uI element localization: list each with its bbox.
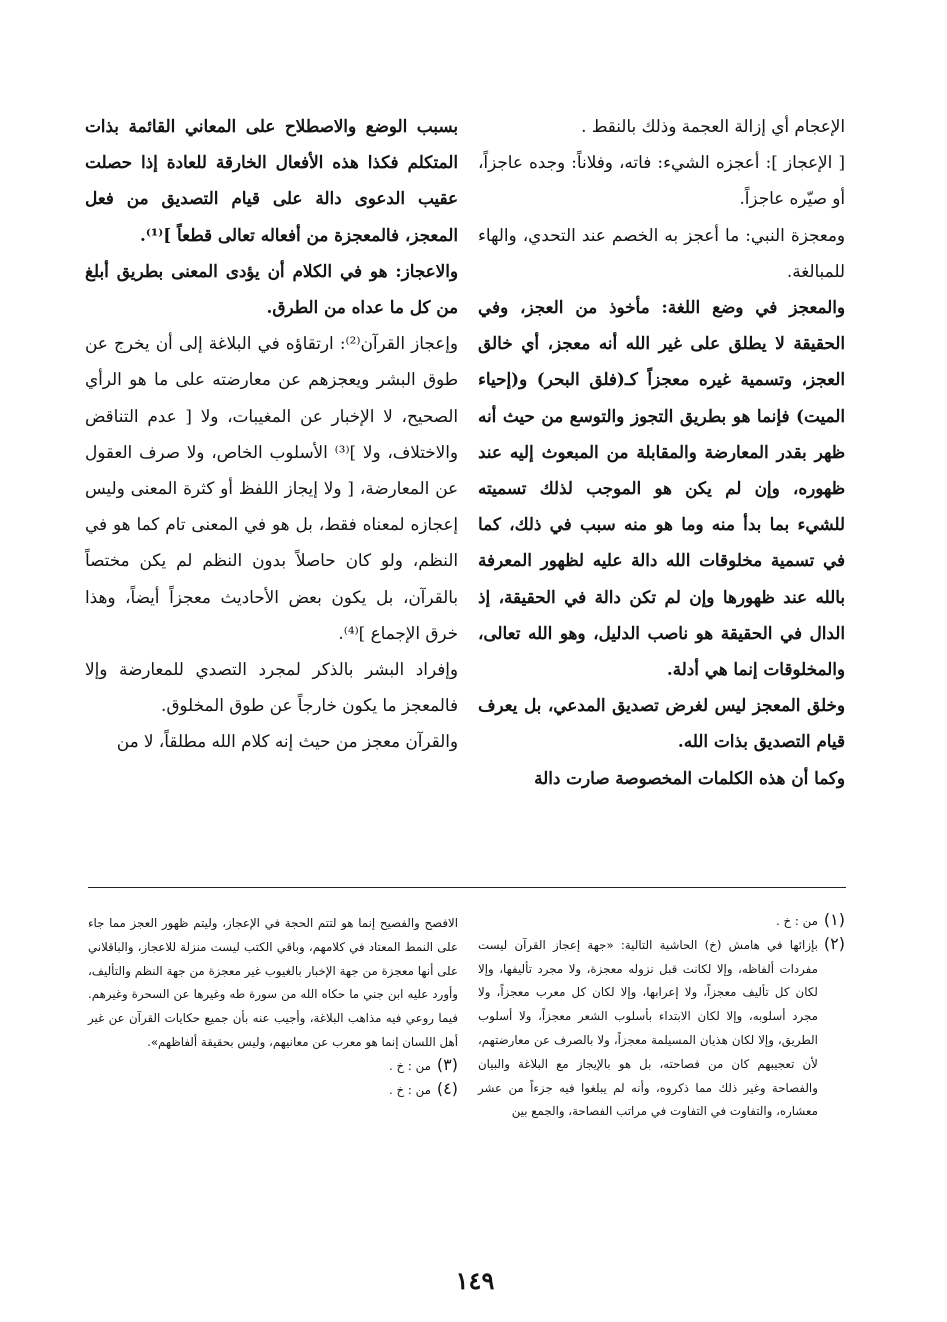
footnote-separator	[88, 887, 846, 888]
footnotes-right-column	[478, 910, 845, 1124]
footnote-text: من : خ .	[776, 914, 818, 928]
page-number: ١٤٩	[455, 1266, 495, 1295]
footnote-number: (٣)	[436, 1054, 458, 1074]
footnote-text: بإزائها في هامش (خ) الحاشية التالية: «جهة إعجاز القرآن ليست مفردات ألفاظه، وإلا لكانت قبل نزوله معجزة، ولا مجرد تأليفها، وإلا لكان كل تأليف معجزاً، ولا إعرابها، وإلا لكان كل معرب معجزاً، ولا مجرد أسلوبه، وإلا لكان الابتداء بأسلوب الشعر معجزاً، ولا أسلوب الطريق، وإلا لكان هذيان المسيلمة معجزاً، ولا بالصرف عن معارضتهم، لأن تعجيبهم كان من فصاحته، بل هو بالإيجاز مع البلاغة والبيان والفصاحة وغير ذلك مما ذكروه، وأنه لم يبلغوا فيه جزءاً من عشر معشاره، والتفاوت في التفاوت في مراتب الفصاحة، والجمع بين	[478, 937, 818, 1119]
paragraph: وكما أن هذه الكلمات المخصوصة صارت دالة	[534, 767, 845, 788]
main-text-right-column	[478, 108, 845, 796]
paragraph: وخلق المعجز ليس لغرض تصديق المدعي، بل يعرف قيام التصديق بذات الله.	[478, 695, 845, 752]
main-text-left-column	[85, 108, 458, 760]
paragraph: والمعجز في وضع اللغة: مأخوذ من العجز، وفي الحقيقة لا يطلق على غير الله أنه معجز، أي خالق العجز، وتسمية غيره معجزاً كـ(فلق البحر) و(إحياء الميت) فإنما هو بطريق التجوز والتوسع من حيث أنه ظهر بقدر المعارضة والمقابلة من المبعوث إليه عند ظهوره، وإن لم يكن هو الموجب لذلك تسميته للشيء بما بدأ منه وما هو منه سبب في ذلك، كما في تسمية مخلوقات الله دالة عليه لظهور المعرفة بالله عند ظهورها وإن لم تكن دالة في الحقيقة، إذ الدال في الحقيقة هو ناصب الدليل، وهو الله تعالى، والمخلوقات إنما هي أدلة.	[478, 297, 845, 680]
paragraph: والقرآن معجز من حيث إنه كلام الله مطلقاً، لا من	[116, 731, 458, 752]
footnote-text: من : خ .	[389, 1082, 431, 1097]
footnote-number: (٢)	[823, 933, 845, 953]
footnote-text: الافصح والفصيح إنما هو لتتم الحجة في الإعجاز، وليتم ظهور العجز مما جاء على النمط المعتاد في كلامهم، وباقي الكتب ليست منزلة للاعجاز، والباقلاني على أنها معجزة من جهة الإخبار بالغيوب غير معجزة من جهة النظم والتأليف، وأورد عليه ابن جني ما حكاه الله من سورة طه وغيرها عن السحرة وغيرهم. فيما روعي فيه مذاهب البلاغة، وأجيب عنه بأن جميع حكايات القرآن عن غير أهل اللسان إنما هو معرب عن معانيهم، وليس بحقيقة ألفاظهم».	[88, 916, 458, 1049]
footnote-number: (٤)	[436, 1078, 458, 1098]
footnote	[478, 910, 845, 934]
paragraph: بسبب الوضع والاصطلاح على المعاني القائمة بذات المتكلم فكذا هذه الأفعال الخارقة للعادة إذا حصلت عقيب الدعوى دالة على قيام التصديق من فعل المعجز، فالمعجزة من أفعاله تعالى قطعاً ]⁽¹⁾.	[85, 116, 458, 245]
footnote-text: من : خ .	[389, 1058, 431, 1073]
paragraph: ومعجزة النبي: ما أعجز به الخصم عند التحدي، والهاء للمبالغة.	[478, 224, 845, 281]
paragraph: وإفراد البشر بالذكر لمجرد التصدي للمعارضة وإلا فالمعجز ما يكون خارجاً عن طوق المخلوق.	[85, 659, 458, 716]
paragraph: الإعجام أي إزالة العجمة وذلك بالنقط .	[581, 116, 845, 136]
footnote	[478, 934, 845, 1124]
footnote-continuation	[88, 912, 458, 1055]
paragraph: وإعجاز القرآن⁽²⁾: ارتقاؤه في البلاغة إلى أن يخرج عن طوق البشر ويعجزهم عن معارضته على ما هو الرأي الصحيح، لا الإخبار عن المغيبات، ولا [ عدم التناقض والاختلاف، ولا ]⁽³⁾ الأسلوب الخاص، ولا صرف العقول عن المعارضة، [ ولا إيجاز اللفظ أو كثرة المعنى وليس إعجازه لمعناه فقط، بل هو في المعنى تام كما هو في النظم، ولو كان حاصلاً بدون النظم لم يكن مختصاً بالقرآن، بل يكون بعض الأحاديث معجزاً أيضاً، وهذا خرق الإجماع ]⁽⁴⁾.	[85, 333, 458, 643]
paragraph: [ الإعجاز ]: أعجزه الشيء: فاته، وفلاناً: وجده عاجزاً، أو صيّره عاجزاً.	[478, 152, 845, 209]
footnote-number: (١)	[823, 910, 845, 929]
footnote	[88, 1055, 458, 1079]
footnote	[88, 1079, 458, 1103]
footnotes-left-column	[88, 912, 458, 1102]
paragraph: والاعجاز: هو في الكلام أن يؤدى المعنى بطريق أبلغ من كل ما عداه من الطرق.	[85, 260, 458, 318]
